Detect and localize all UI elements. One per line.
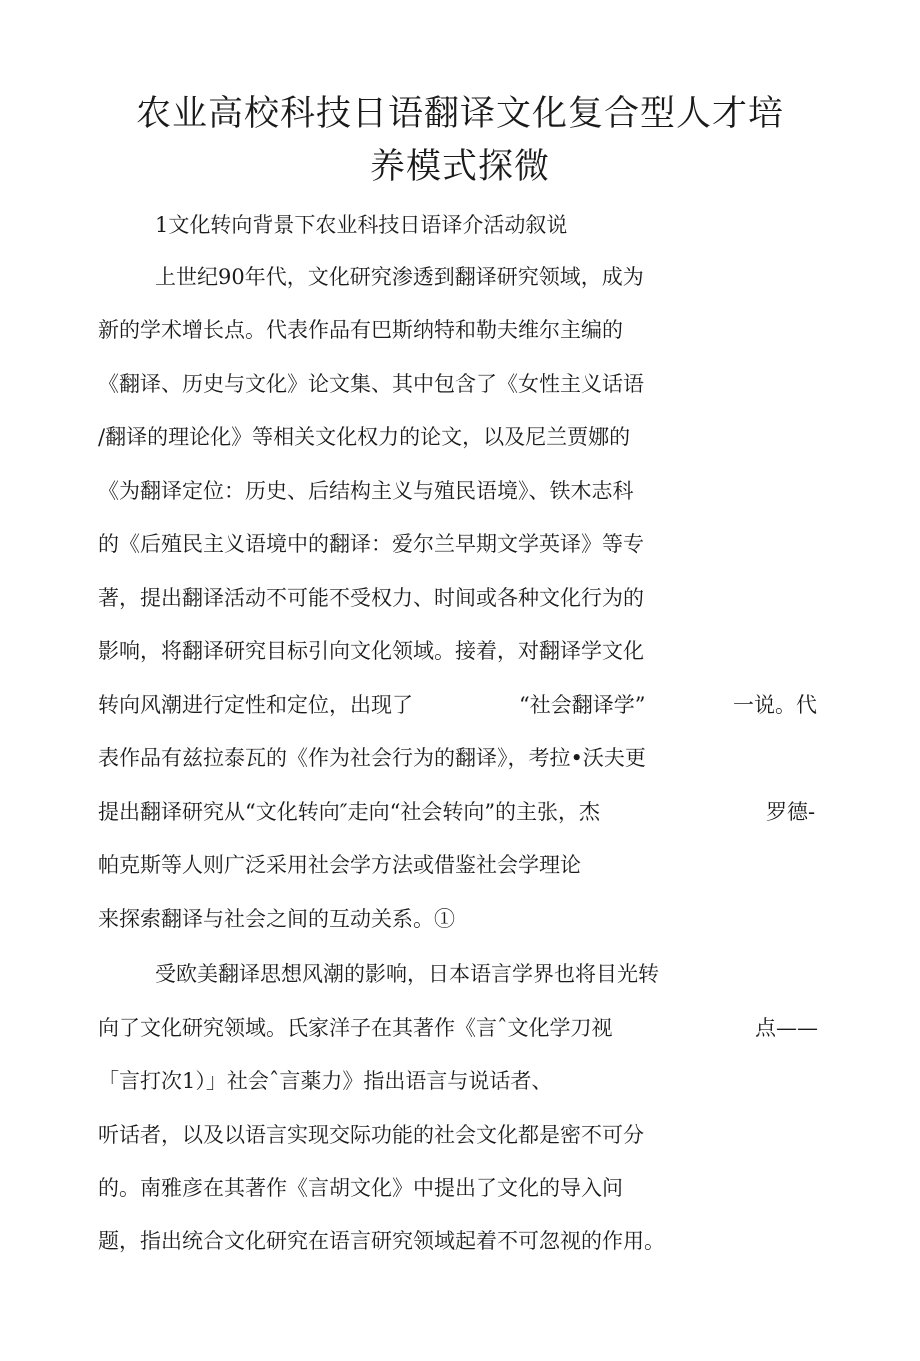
body-line: 受欧美翻译思想风潮的影响，日本语言学界也将目光转 [155,962,659,986]
body-line-fragment: 点—— [755,1016,818,1040]
body-line: 的。南雅彦在其著作《言胡文化》中提出了文化的导入问 [98,1176,623,1200]
body-line: 上世纪90年代，文化研究渗透到翻译研究领域，成为 [155,265,644,289]
body-line: 转向风潮进行定性和定位，出现了 [98,693,413,717]
body-line: 向了文化研究领域。氏家洋子在其著作《言ˆ文化学刀视 [98,1016,613,1040]
body-line: 《为翻译定位：历史、后结构主义与殖民语境》、铁木志科 [98,479,634,503]
body-line: 听话者，以及以语言实现交际功能的社会文化都是密不可分 [98,1123,644,1147]
body-line: 新的学术增长点。代表作品有巴斯纳特和勒夫维尔主编的 [98,318,623,342]
body-line: 题，指出统合文化研究在语言研究领域起着不可忽视的作用。 [98,1229,665,1253]
body-line: 帕克斯等人则广泛采用社会学方法或借鉴社会学理论 [98,853,581,877]
body-line: 的《后殖民主义语境中的翻译：爱尔兰早期文学英译》等专 [98,532,644,556]
body-line-fragment: “社会翻译学” [519,693,646,717]
body-line: 表作品有兹拉泰瓦的《作为社会行为的翻译》，考拉•沃夫更 [98,746,646,770]
body-line: /翻译的理论化》等相关文化权力的论文，以及尼兰贾娜的 [98,425,631,449]
document-title-line-1: 农业高校科技日语翻译文化复合型人才培 [135,94,784,134]
body-line: 《翻译、历史与文化》论文集、其中包含了《女性主义话语 [98,372,644,396]
section-heading: 1文化转向背景下农业科技日语译介活动叙说 [155,213,568,237]
body-line-fragment: 一说。代 [733,693,817,717]
body-line: 「言打次1）」社会ˆ言薬力》指出语言与说话者、 [98,1069,553,1093]
body-line: 提出翻译研究从“文化转向″走向“社会转向”的主张，杰 [98,800,601,824]
body-line: 影响，将翻译研究目标引向文化领域。接着，对翻译学文化 [98,639,644,663]
document-title-line-2: 养模式探微 [369,147,550,187]
body-line: 著，提出翻译活动不可能不受权力、时间或各种文化行为的 [98,586,644,610]
body-line: 来探索翻译与社会之间的互动关系。① [98,907,455,931]
body-line-fragment: 罗德- [766,800,816,824]
